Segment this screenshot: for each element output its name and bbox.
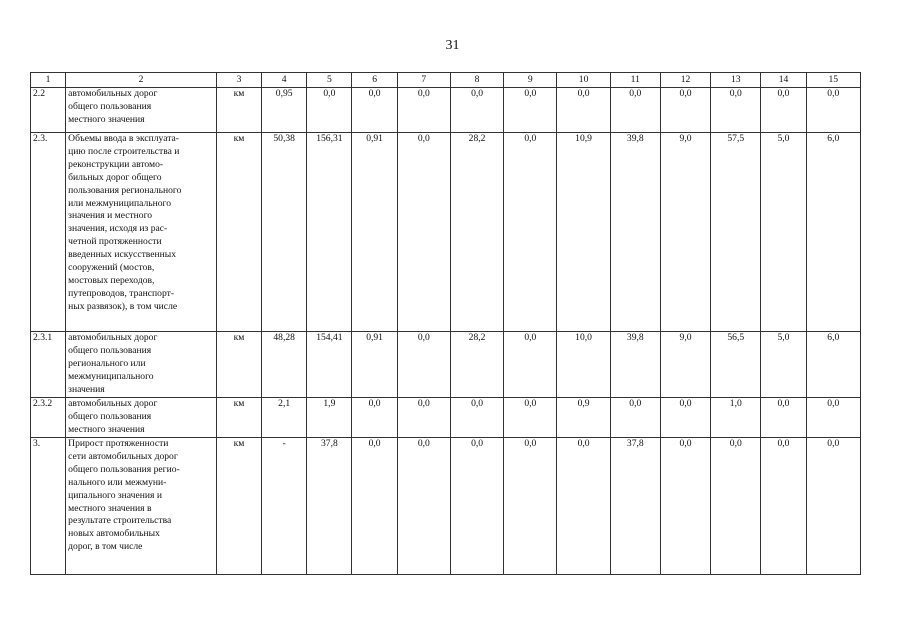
value-cell: 48,28	[262, 332, 307, 398]
indicator-name-line: четной протяженности	[68, 236, 162, 248]
value-cell: 0,0	[711, 88, 761, 133]
column-number-header: 6	[352, 73, 397, 88]
indicator-name-line: цию после строительства и	[68, 145, 180, 157]
value-cell: 0,0	[450, 438, 503, 575]
value-cell: 10,9	[557, 133, 610, 332]
value-cell: 56,5	[711, 332, 761, 398]
value-cell: 0,0	[397, 398, 450, 438]
indicator-name-line: дорог, в том числе	[68, 541, 143, 553]
value-cell: 2,1	[262, 398, 307, 438]
value-cell: 6,0	[806, 332, 860, 398]
indicator-name-line: сети автомобильных дорог	[68, 450, 178, 462]
column-number-header: 3	[216, 73, 261, 88]
unit-cell: км	[216, 398, 261, 438]
value-cell: 0,0	[504, 332, 557, 398]
indicator-name-line: местного значения	[68, 423, 145, 435]
value-cell: 0,0	[711, 438, 761, 575]
column-number-header: 5	[307, 73, 352, 88]
value-cell: 0,0	[806, 398, 860, 438]
row-number-cell: 2.3.1	[31, 332, 66, 398]
value-cell: 28,2	[450, 133, 503, 332]
value-cell: 0,0	[761, 438, 806, 575]
table-row	[31, 332, 861, 398]
indicator-name-cell	[66, 133, 217, 332]
column-number-header: 8	[450, 73, 503, 88]
unit-cell: км	[216, 88, 261, 133]
indicator-name-line: местного значения	[68, 113, 145, 125]
value-cell: 0,0	[610, 88, 660, 133]
indicator-name-line: межмуниципального	[68, 370, 154, 382]
indicator-name-line: введенных искусственных	[68, 249, 177, 261]
value-cell: 0,0	[761, 88, 806, 133]
value-cell: 1,0	[711, 398, 761, 438]
value-cell: 154,41	[307, 332, 352, 398]
indicator-name-line: автомобильных дорог	[68, 398, 158, 409]
table-row	[31, 133, 861, 332]
value-cell: 0,0	[397, 438, 450, 575]
value-cell: 0,0	[352, 88, 397, 133]
indicator-name-line: ципального значения и	[68, 489, 162, 501]
row-number-cell: 3.	[31, 438, 66, 575]
value-cell: 156,31	[307, 133, 352, 332]
column-number-header: 15	[806, 73, 860, 88]
value-cell: 5,0	[761, 133, 806, 332]
unit-cell: км	[216, 133, 261, 332]
column-number-header: 9	[504, 73, 557, 88]
indicator-name-line: общего пользования	[68, 344, 152, 356]
value-cell: 0,0	[397, 88, 450, 133]
indicator-name-line: значения, исходя из рас-	[68, 223, 168, 235]
indicator-name-cell	[66, 398, 217, 438]
value-cell: 0,0	[397, 133, 450, 332]
value-cell: 37,8	[307, 438, 352, 575]
value-cell: 28,2	[450, 332, 503, 398]
value-cell: 0,91	[352, 332, 397, 398]
indicator-name-line: автомобильных дорог	[68, 88, 158, 99]
value-cell: 50,38	[262, 133, 307, 332]
value-cell: 0,0	[450, 88, 503, 133]
value-cell: 0,0	[352, 398, 397, 438]
row-number-cell: 2.3.	[31, 133, 66, 332]
unit-cell: км	[216, 332, 261, 398]
column-number-header: 13	[711, 73, 761, 88]
indicator-name-line: бильных дорог общего	[68, 171, 162, 183]
column-number-header: 11	[610, 73, 660, 88]
value-cell: 39,8	[610, 332, 660, 398]
indicator-name-line: общего пользования	[68, 100, 152, 112]
table-row	[31, 438, 861, 575]
value-cell: 0,0	[557, 438, 610, 575]
table-row	[31, 88, 861, 133]
indicator-name-line: ных развязок), в том числе	[68, 300, 178, 312]
indicator-name-line: реконструкции автомо-	[68, 158, 164, 170]
value-cell: 6,0	[806, 133, 860, 332]
unit-cell: км	[216, 438, 261, 575]
data-table	[30, 72, 861, 575]
value-cell: 0,0	[504, 88, 557, 133]
value-cell: 0,95	[262, 88, 307, 133]
column-number-header: 1	[31, 73, 66, 88]
indicator-name-line: регионального или	[68, 357, 146, 369]
table-row	[31, 398, 861, 438]
header-row	[31, 73, 861, 88]
indicator-name-line: значения	[68, 383, 105, 395]
value-cell: 10,0	[557, 332, 610, 398]
value-cell: 0,91	[352, 133, 397, 332]
value-cell: 37,8	[610, 438, 660, 575]
indicator-name-line: нального или межмуни-	[68, 476, 167, 488]
indicator-name-cell	[66, 438, 217, 575]
indicator-name-line: Прирост протяженности	[68, 438, 169, 449]
value-cell: 9,0	[660, 133, 710, 332]
indicator-name-cell	[66, 332, 217, 398]
value-cell: 0,0	[610, 398, 660, 438]
value-cell: 0,0	[450, 398, 503, 438]
row-number-cell: 2.2	[31, 88, 66, 133]
value-cell: 0,0	[504, 398, 557, 438]
value-cell: 1,9	[307, 398, 352, 438]
value-cell: 39,8	[610, 133, 660, 332]
page-number: 31	[445, 38, 460, 53]
column-number-header: 7	[397, 73, 450, 88]
indicator-name-line: результате строительства	[68, 515, 172, 527]
column-number-header: 14	[761, 73, 806, 88]
value-cell: 0,0	[352, 438, 397, 575]
indicator-name-line: новых автомобильных	[68, 528, 160, 540]
value-cell: 5,0	[761, 332, 806, 398]
value-cell: 0,0	[660, 88, 710, 133]
indicator-name-line: общего пользования регио-	[68, 463, 180, 475]
indicator-name-line: местного значения в	[68, 502, 152, 514]
indicator-name-line: общего пользования	[68, 410, 152, 422]
value-cell: 0,0	[557, 88, 610, 133]
value-cell: 0,0	[504, 133, 557, 332]
value-cell: 0,0	[660, 438, 710, 575]
indicator-name-line: сооружений (мостов,	[68, 262, 155, 274]
indicator-name-line: значения и местного	[68, 210, 153, 222]
column-number-header: 12	[660, 73, 710, 88]
column-number-header: 2	[66, 73, 217, 88]
value-cell: 0,9	[557, 398, 610, 438]
value-cell: 0,0	[307, 88, 352, 133]
value-cell: 0,0	[761, 398, 806, 438]
indicator-name-line: Объемы ввода в эксплуата-	[68, 133, 180, 144]
indicator-name-line: мостовых переходов,	[68, 274, 155, 286]
indicator-name-cell	[66, 88, 217, 133]
value-cell: 0,0	[806, 438, 860, 575]
value-cell: 0,0	[806, 88, 860, 133]
row-number-cell: 2.3.2	[31, 398, 66, 438]
column-number-header: 4	[262, 73, 307, 88]
indicator-name-line: или межмуниципального	[68, 197, 172, 209]
value-cell: 9,0	[660, 332, 710, 398]
value-cell: -	[262, 438, 307, 575]
value-cell: 0,0	[504, 438, 557, 575]
value-cell: 0,0	[660, 398, 710, 438]
value-cell: 57,5	[711, 133, 761, 332]
column-number-header: 10	[557, 73, 610, 88]
indicator-name-line: пользования регионального	[68, 184, 182, 196]
value-cell: 0,0	[397, 332, 450, 398]
indicator-name-line: автомобильных дорог	[68, 332, 158, 343]
indicator-name-line: путепроводов, транспорт-	[68, 287, 175, 299]
